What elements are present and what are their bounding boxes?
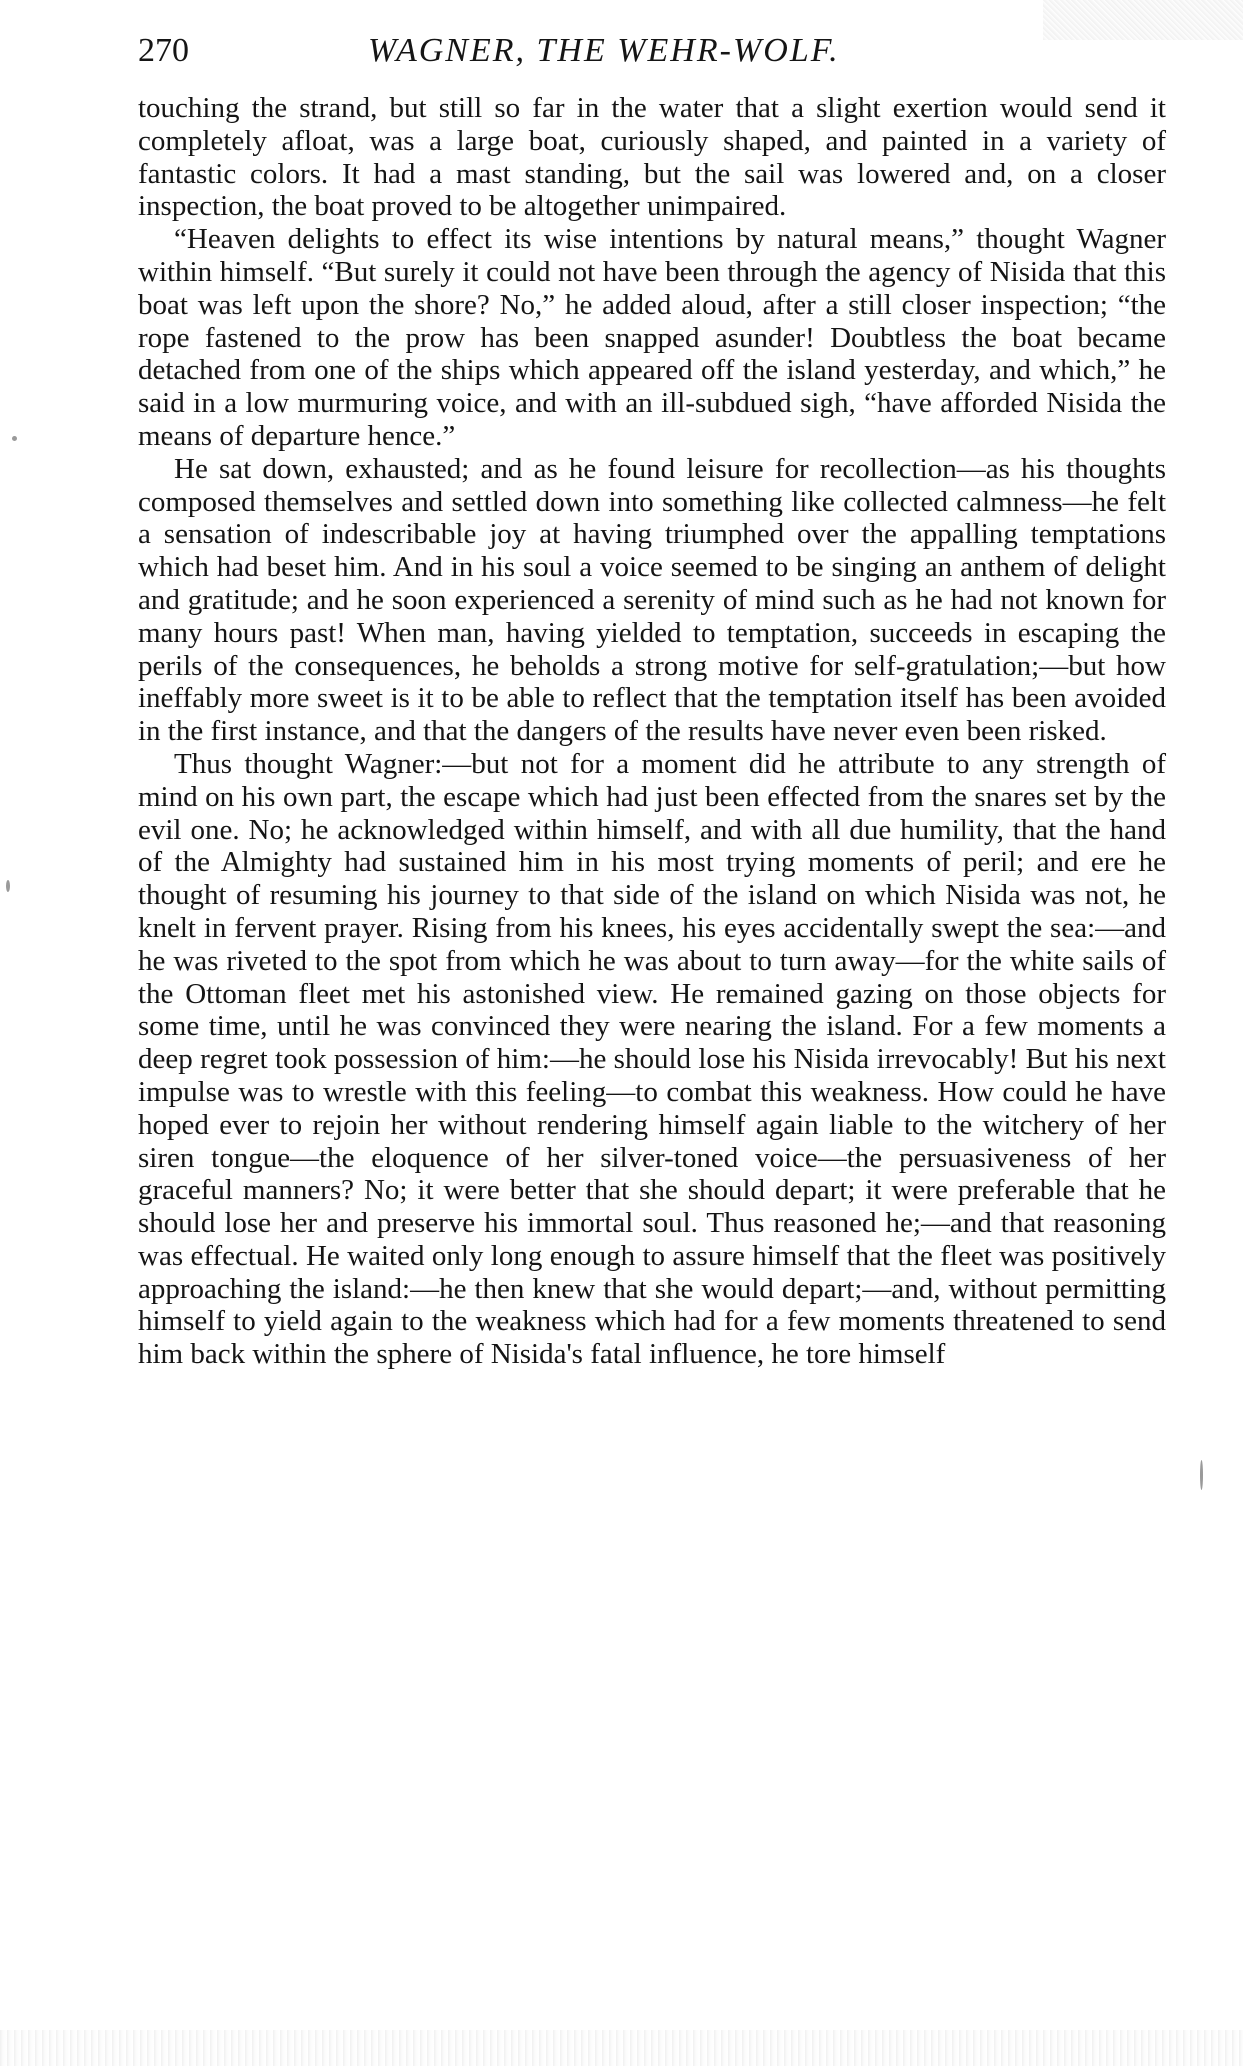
page-header (138, 26, 1168, 76)
scan-speck (1200, 1460, 1203, 1490)
scan-speck (6, 880, 10, 892)
scan-bottom-edge (0, 2030, 1243, 2066)
body-text (138, 92, 1166, 1371)
paragraph-4: Thus thought Wagner:—but not for a moment did he attribute to any strength of mind on his own part, the escape which had just been effected from the snares set by the evil one. No; he acknowledged within himself, and with all due humility, that the hand of the Almighty had sustained him in his most trying moments of peril; and ere he thought of resuming his journey to that side of the island on which Nisida was not, he knelt in fervent prayer. Rising from his knees, his eyes accidentally swept the sea:—and he was riveted to the spot from which he was about to turn away—for the white sails of the Ottoman fleet met his astonished view. He remained gazing on those objects for some time, until he was convinced they were nearing the island. For a few moments a deep regret took possession of him:—he should lose his Nisida irrevocably! But his next impulse was to wrestle with this feeling—to combat this weakness. How could he have hoped ever to rejoin her without rendering himself again liable to the witchery of her siren tongue—the eloquence of her silver-toned voice—the persuasiveness of her graceful manners? No; it were better that she should depart; it were preferable that he should lose her and preserve his immortal soul. Thus reasoned he;—and that reasoning was effectual. He waited only long enough to assure himself that the fleet was positively approaching the island:—he then knew that she would depart;—and, without permitting himself to yield again to the weakness which had for a few moments threatened to send him back within the sphere of Nisida's fatal influence, he tore himself (138, 747, 1166, 1371)
paragraph-1: touching the strand, but still so far in the water that a slight exertion would send it completely afloat, was a large boat, curiously shaped, and painted in a variety of fantastic colors. It had a mast standing, but the sail was lowered and, on a closer inspection, the boat proved to be altogether unimpaired. (138, 92, 1166, 223)
paragraph-3: He sat down, exhausted; and as he found leisure for recollection—as his thoughts composed themselves and settled down into something like collected calmness—he felt a sensation of indescribable joy at having triumphed over the appalling temptations which had beset him. And in his soul a voice seemed to be singing an anthem of delight and gratitude; and he soon experienced a serenity of mind such as he had not known for many hours past! When man, having yielded to temptation, succeeds in escaping the perils of the consequences, he beholds a strong motive for self-gratulation;—but how ineffably more sweet is it to be able to reflect that the temptation itself has been avoided in the first instance, and that the dangers of the results have never even been risked. (138, 452, 1166, 748)
running-title: WAGNER, THE WEHR-WOLF. (368, 32, 840, 69)
scan-speck (12, 436, 17, 441)
paragraph-2: “Heaven delights to effect its wise intentions by natural means,” thought Wagner within himself. “But surely it could not have been through the agency of Nisida that this boat was left upon the shore? No,” he added aloud, after a still closer inspection; “the rope fastened to the prow has been snapped asunder! Doubtless the boat became detached from one of the ships which appeared off the island yesterday, and which,” he said in a low murmuring voice, and with an ill-subdued sigh, “have afforded Nisida the means of departure hence.” (138, 223, 1166, 452)
page-number: 270 (138, 32, 189, 69)
